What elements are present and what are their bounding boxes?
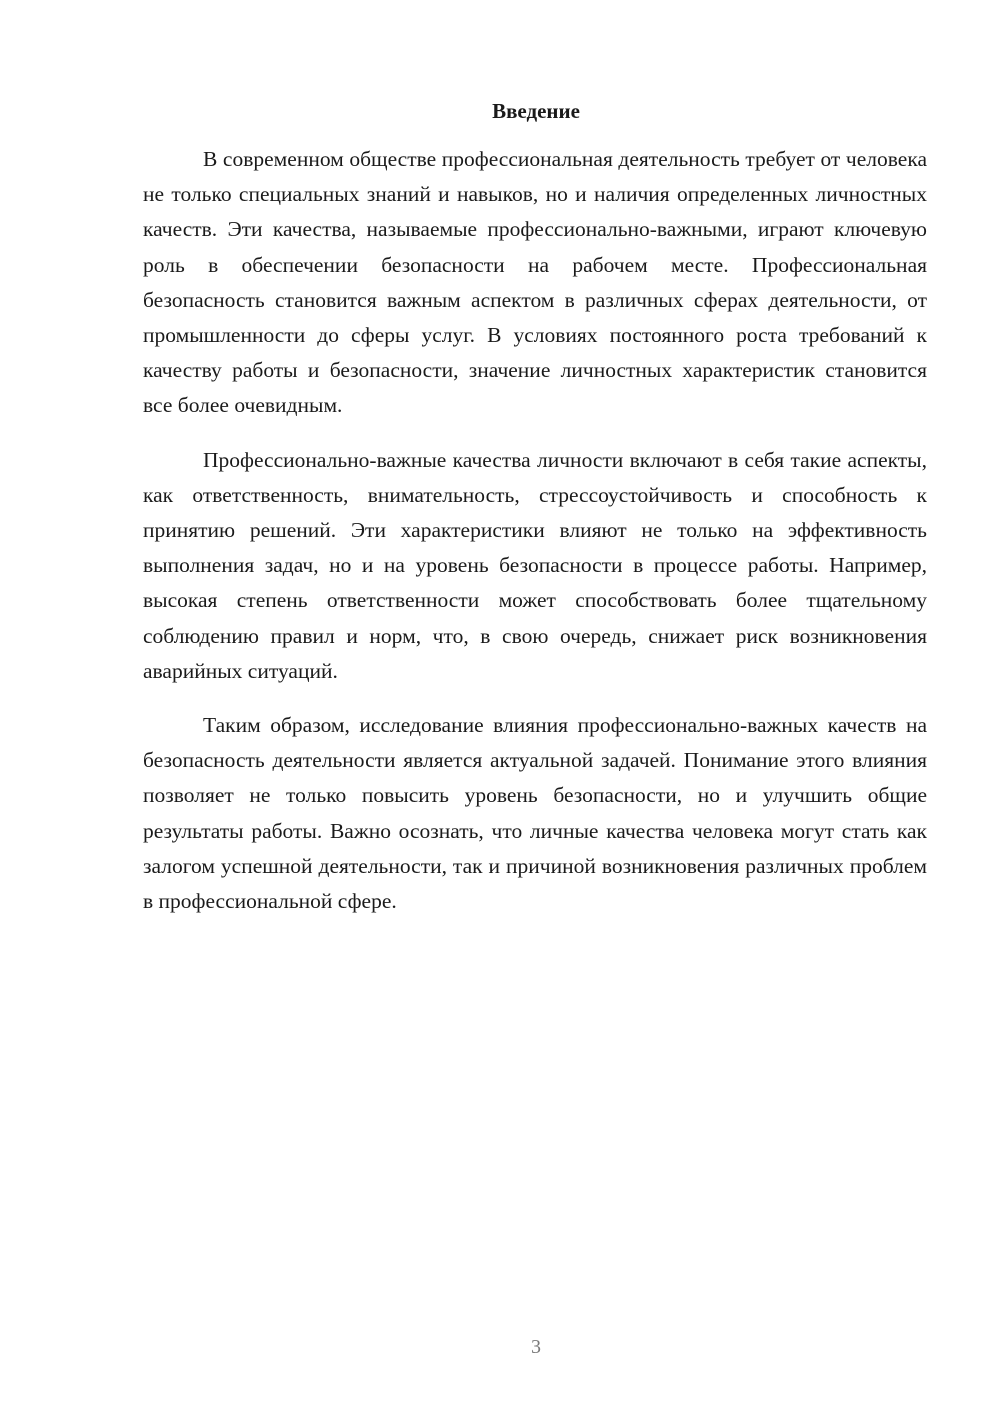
section-title: Введение [492,99,580,123]
page-number: 3 [531,1336,541,1358]
paragraph: В современном обществе профессиональная деятельность требует от человека не только специальных знаний и навыков, но и наличия определенных личностных качеств. Эти качества, называемые профессионально-важными, играют ключевую роль в обеспечении безопасности на рабочем месте. Профессиональная безопасность становится важным аспектом в различных сферах деятельности, от промышленности до сферы услуг. В условиях постоянного роста требований к качеству работы и безопасности, значение личностных характеристик становится все более очевидным. [143,147,927,418]
body-text [143,142,927,938]
paragraph: Таким образом, исследование влияния профессионально-важных качеств на безопасность деятельности является актуальной задачей. Понимание этого влияния позволяет не только повысить уровень безопасности, но и улучшить общие результаты работы. Важно осознать, что личные качества человека могут стать как залогом успешной деятельности, так и причиной возникновения различных проблем в профессиональной сфере. [143,713,927,914]
paragraph: Профессионально-важные качества личности включают в себя такие аспекты, как ответственность, внимательность, стрессоустойчивость и способность к принятию решений. Эти характеристики влияют не только на эффективность выполнения задач, но и на уровень безопасности в процессе работы. Например, высокая степень ответственности может способствовать более тщательному соблюдению правил и норм, что, в свою очередь, снижает риск возникновения аварийных ситуаций. [143,447,927,683]
